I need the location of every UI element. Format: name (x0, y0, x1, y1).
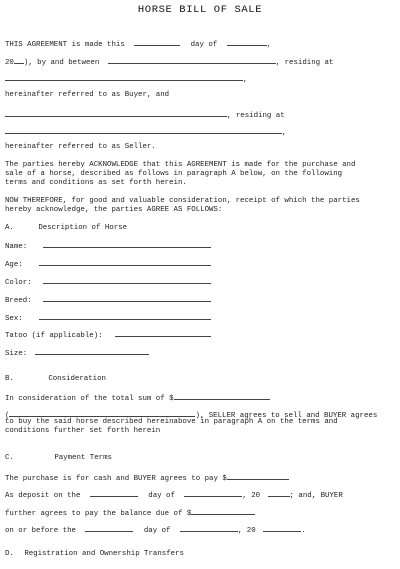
open-paren-text: ( (5, 412, 10, 420)
period-text: . (301, 527, 306, 535)
section-a-heading (5, 224, 127, 233)
color-label: Color: (5, 279, 32, 287)
agreement-year-blank[interactable] (14, 56, 24, 64)
agreement-month-blank[interactable] (227, 38, 267, 46)
agreement-made-text: THIS AGREEMENT is made this (5, 41, 125, 49)
balance-line (5, 507, 255, 519)
and-buyer-text: ; and, BUYER (289, 492, 343, 500)
age-label: Age: (5, 261, 23, 269)
before-day-of-text: day of (143, 527, 171, 535)
seller-name-blank[interactable] (5, 109, 227, 117)
tatoo-blank[interactable] (115, 329, 211, 337)
total-sum-line (5, 392, 270, 404)
deposit-month-blank[interactable] (184, 489, 242, 497)
breed-blank[interactable] (43, 294, 211, 302)
size-blank[interactable] (35, 347, 149, 355)
seller-line (5, 109, 285, 121)
section-a-title: Description of Horse (38, 224, 128, 232)
deposit-day-of-text: day of (148, 492, 175, 500)
section-b-heading (5, 375, 106, 384)
acknowledge-line: The parties hereby ACKNOWLEDGE that this AGREEMENT is made for the purchase and (5, 161, 356, 169)
sex-blank[interactable] (39, 312, 211, 320)
by-and-between-text: ), by and between (23, 59, 100, 67)
agreement-date-line: THIS AGREEMENT is made this day of , (5, 38, 271, 50)
seller-agrees-text: ), SELLER agrees to sell and BUYER agrees (195, 412, 378, 420)
deposit-on-text: As deposit on the (5, 492, 81, 500)
section-c-title: Payment Terms (54, 454, 112, 462)
total-sum-text: In consideration of the total sum of $ (5, 395, 174, 403)
section-d-title: Registration and Ownership Transfers (24, 550, 184, 558)
age-blank[interactable] (39, 258, 211, 266)
deposit-year-text: , 20 (242, 492, 261, 500)
therefore-line: NOW THEREFORE, for good and valuable consideration, receipt of which the parties (5, 197, 360, 205)
sex-label: Sex: (5, 315, 23, 323)
sum-in-words-blank[interactable] (9, 409, 195, 417)
on-or-before-text: on or before the (5, 527, 76, 535)
before-line (5, 524, 306, 536)
sex-field (5, 312, 211, 324)
document-title: HORSE BILL OF SALE (137, 4, 263, 16)
buyer-ref-text: hereinafter referred to as Buyer, and (5, 91, 170, 99)
purchase-amount-blank[interactable] (227, 472, 289, 480)
section-c-heading (5, 454, 112, 463)
buyer-address-blank[interactable] (5, 73, 243, 81)
day-of-text: day of (190, 41, 218, 49)
color-blank[interactable] (43, 276, 211, 284)
parties-line (5, 56, 333, 68)
section-a-letter: A. (5, 224, 14, 232)
seller-ref-text: hereinafter referred to as Seller. (5, 143, 156, 151)
agreement-day-blank[interactable] (134, 38, 180, 46)
year-prefix-text: 20 (5, 59, 14, 67)
further-text: further agrees to pay the balance due of $ (5, 510, 192, 518)
deposit-year-blank[interactable] (268, 489, 290, 497)
purchase-text: The purchase is for cash and BUYER agrees to pay $ (5, 475, 227, 483)
total-sum-blank[interactable] (174, 392, 270, 400)
seller-address-blank[interactable] (5, 126, 282, 134)
consideration-line: conditions further set forth herein (5, 427, 161, 435)
deposit-line (5, 489, 343, 501)
seller-address-line: , (5, 126, 286, 138)
name-field (5, 240, 211, 252)
breed-field (5, 294, 211, 306)
before-year-blank[interactable] (263, 524, 301, 532)
section-b-letter: B. (5, 375, 14, 383)
name-label: Name: (5, 243, 28, 251)
buyer-name-blank[interactable] (108, 56, 276, 64)
section-c-letter: C. (5, 454, 14, 462)
balance-amount-blank[interactable] (191, 507, 255, 515)
consideration-line: to buy the said horse described hereinabove in paragraph A on the terms and (5, 418, 338, 426)
residing-at-text-2: , residing at (227, 112, 285, 120)
before-year-text: , 20 (237, 527, 256, 535)
buyer-address-line: , (5, 73, 247, 85)
age-field (5, 258, 211, 270)
section-d-heading (5, 550, 184, 559)
acknowledge-line: sale of a horse, described as follows in paragraph A below, on the following (5, 170, 343, 178)
before-month-blank[interactable] (180, 524, 238, 532)
tatoo-label: Tatoo (if applicable): (5, 332, 103, 340)
residing-at-text: , residing at (275, 59, 334, 67)
before-day-blank[interactable] (85, 524, 133, 532)
purchase-line (5, 472, 289, 484)
size-field (5, 347, 149, 359)
breed-label: Breed: (5, 297, 32, 305)
therefore-line: hereby acknowledge, the parties AGREE AS FOLLOWS: (5, 206, 223, 214)
section-d-letter: D. (5, 550, 14, 558)
name-blank[interactable] (43, 240, 211, 248)
color-field (5, 276, 211, 288)
size-label: Size: (5, 350, 28, 358)
section-b-title: Consideration (48, 375, 106, 383)
deposit-day-blank[interactable] (90, 489, 138, 497)
tatoo-field (5, 329, 211, 341)
acknowledge-line: terms and conditions as set forth herein. (5, 179, 187, 187)
